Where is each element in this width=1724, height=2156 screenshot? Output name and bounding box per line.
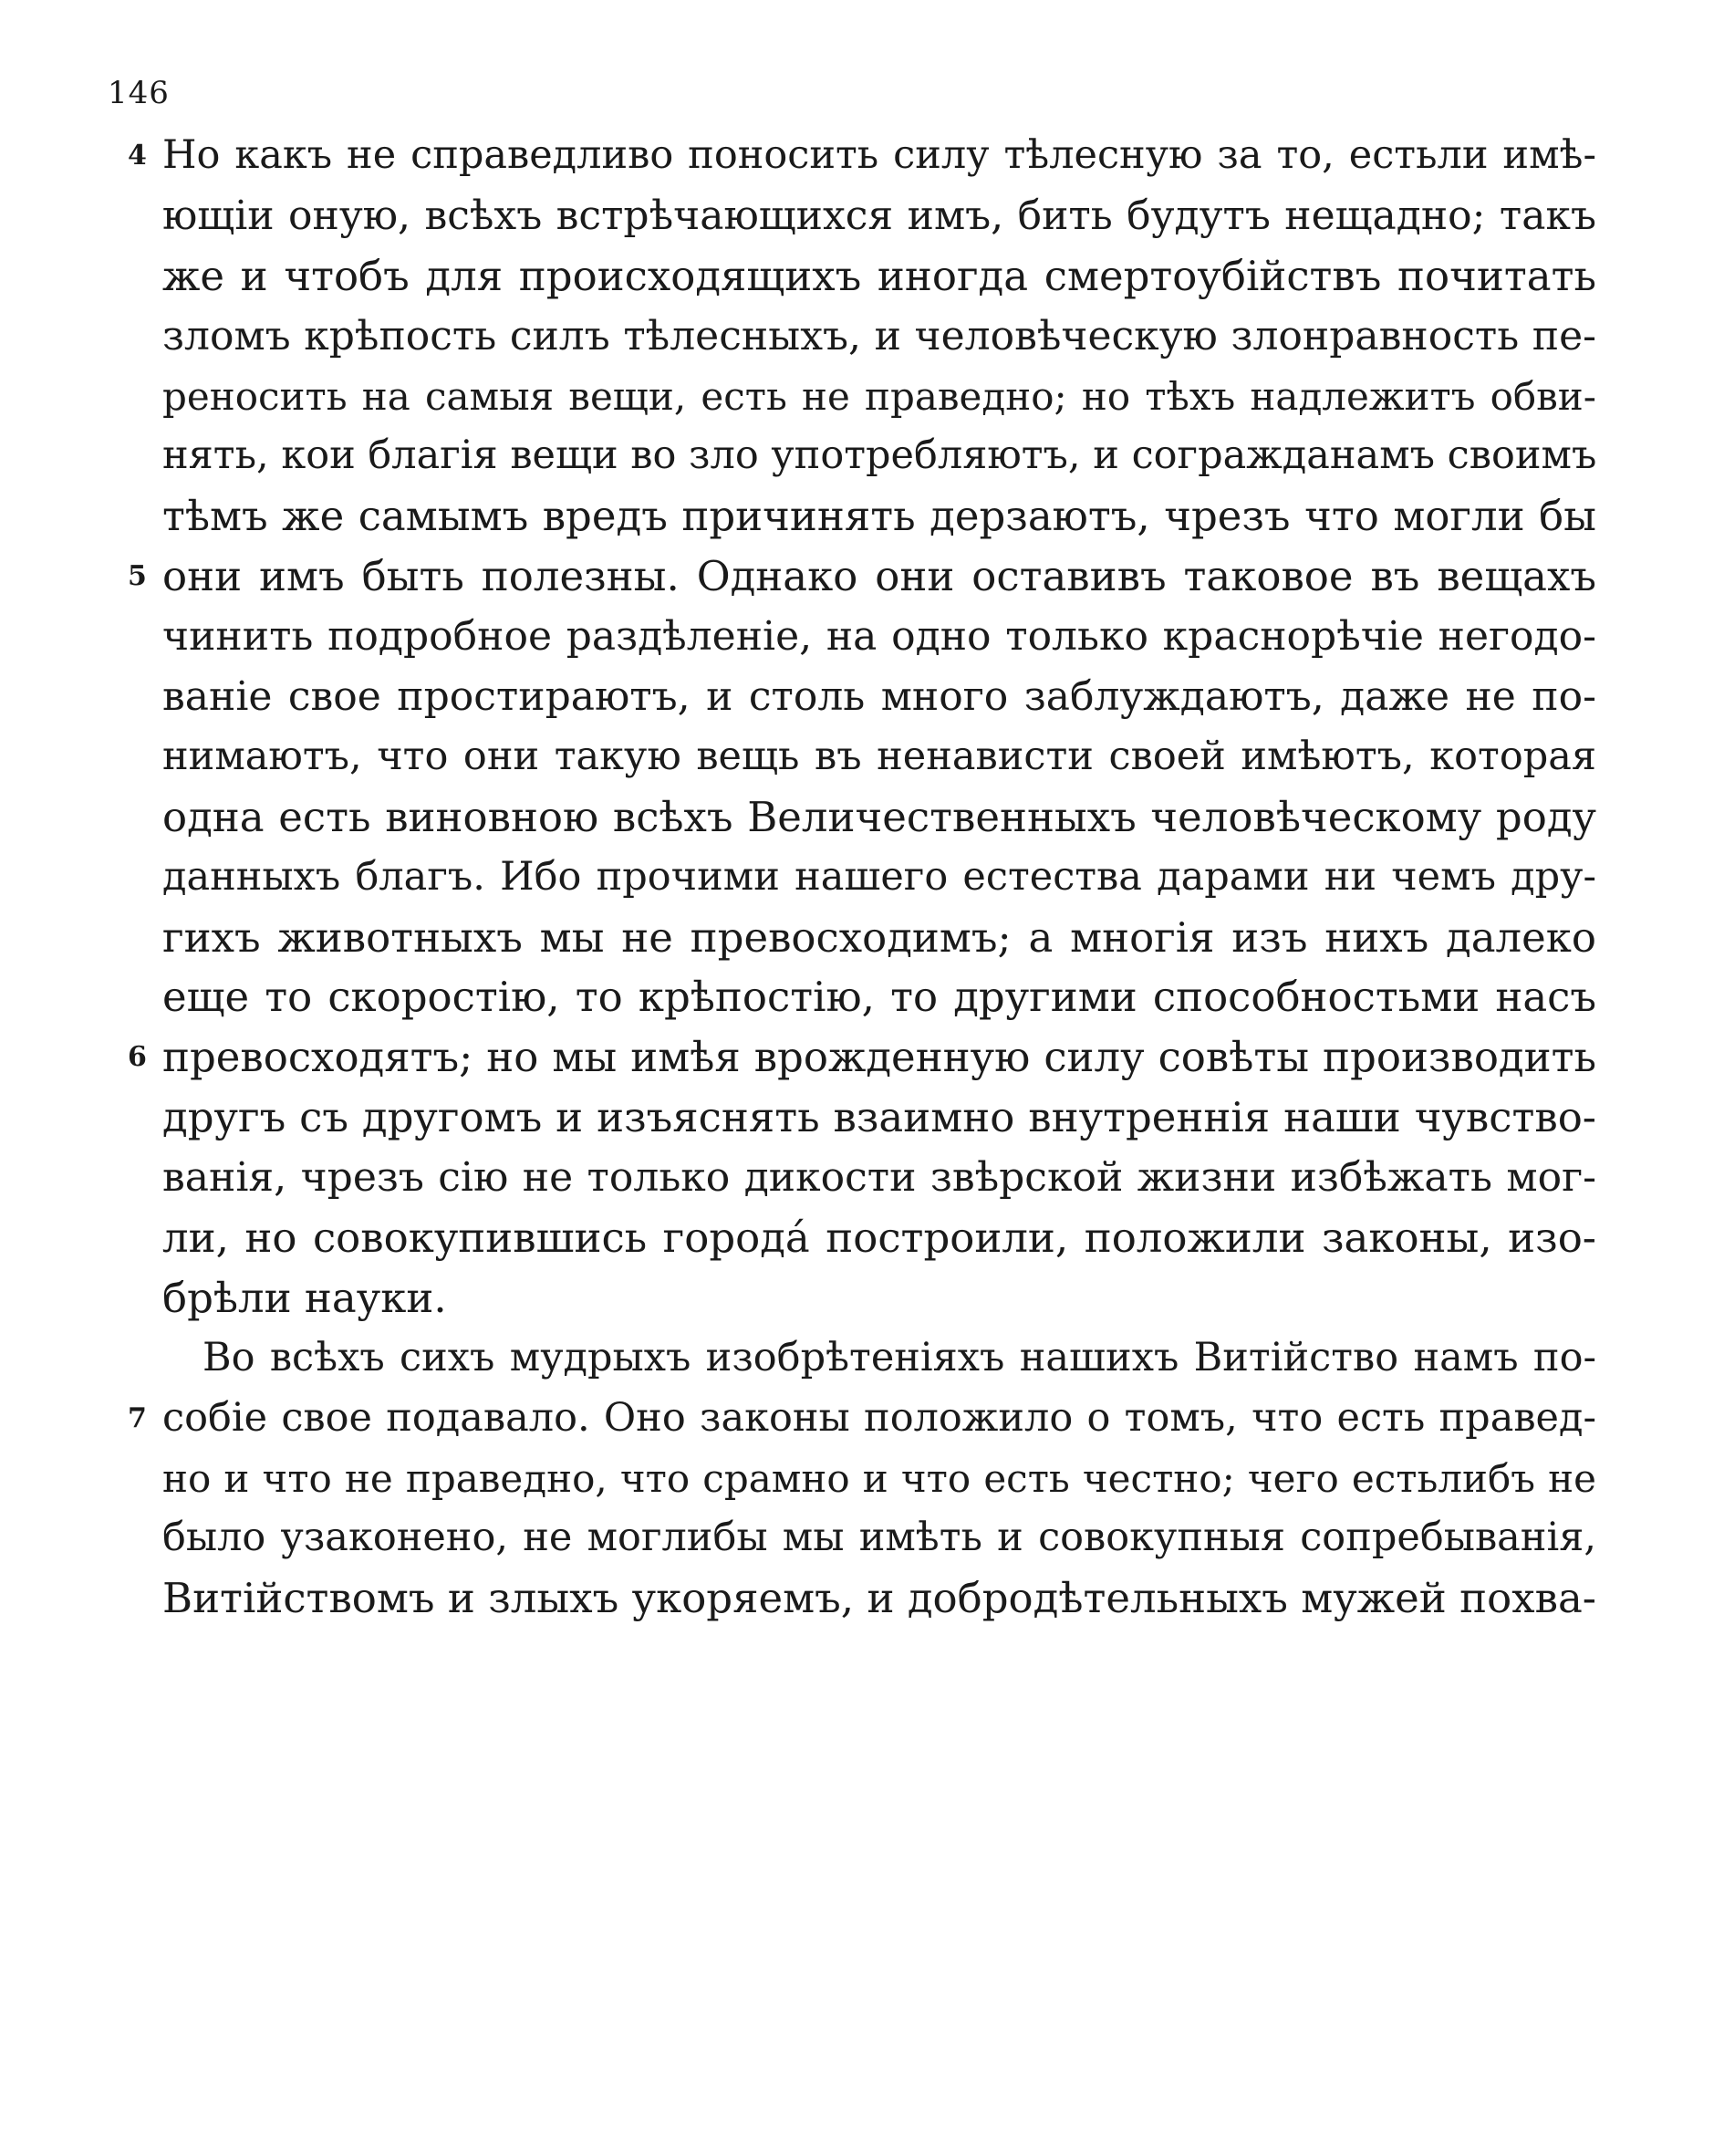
text-line: [0, 126, 1724, 186]
line-text: чинить подробное раздѣленіе, на одно только краснорѣчіе негодо-: [162, 613, 1596, 661]
line-text: еще то скоростію, то крѣпостію, то другими способностьми насъ: [162, 973, 1596, 1022]
line-text: нять, кои благія вещи во зло употребляютъ, и согражданамъ своимъ: [162, 432, 1596, 479]
line-text: гихъ животныхъ мы не превосходимъ; а многія изъ нихъ далеко: [162, 912, 1596, 962]
section-marker: 5: [128, 560, 147, 593]
text-line: [0, 547, 1724, 607]
section-marker: 7: [128, 1401, 147, 1434]
page-number: 146: [108, 75, 170, 111]
text-line: [0, 1328, 1724, 1389]
body-text: [0, 126, 1724, 1629]
line-text: брѣли науки.: [162, 1273, 447, 1322]
text-line: [0, 486, 1724, 547]
line-text: но и что не праведно, что срамно и что есть честно; чего естьлибъ не: [162, 1455, 1596, 1501]
text-line: [0, 967, 1724, 1027]
text-line: [0, 1268, 1724, 1328]
line-text: ваніе свое простираютъ, и столь много заблуждаютъ, даже не по-: [162, 673, 1596, 721]
line-text: собіе свое подавало. Оно законы положило о томъ, что есть правед-: [162, 1394, 1596, 1441]
text-line: [0, 186, 1724, 246]
line-text: они имъ быть полезны. Однако они оставивъ таковое въ вещахъ: [162, 552, 1596, 601]
line-text: Витійствомъ и злыхъ укоряемъ, и добродѣтельныхъ мужей похва-: [162, 1574, 1596, 1623]
text-line: [0, 1088, 1724, 1148]
section-marker: 4: [128, 140, 147, 172]
text-line: [0, 307, 1724, 367]
line-text: было узаконено, не моглибы мы имѣть и совокупныя сопребыванія,: [162, 1515, 1596, 1561]
line-text: данныхъ благъ. Ибо прочими нашего естества дарами ни чемъ дру-: [162, 853, 1596, 900]
line-text: ющіи оную, всѣхъ встрѣчающихся имъ, бить будутъ нещадно; такъ: [162, 192, 1596, 239]
line-text: Но какъ не справедливо поносить силу тѣлесную за то, естьли имѣ-: [162, 132, 1596, 178]
text-line: [0, 367, 1724, 427]
text-line: [0, 908, 1724, 968]
text-line: [0, 1508, 1724, 1568]
line-text: же и чтобъ для происходящихъ иногда смертоубійствъ почитать: [162, 251, 1596, 300]
line-text: одна есть виновною всѣхъ Величественныхъ человѣческому роду: [162, 792, 1596, 841]
text-line: [0, 787, 1724, 848]
line-text: тѣмъ же самымъ вредъ причинять дерзаютъ, чрезъ что могли бы: [162, 492, 1596, 541]
line-text: Во всѣхъ сихъ мудрыхъ изобрѣтеніяхъ нашихъ Витійство намъ по-: [203, 1334, 1596, 1380]
text-line: [0, 1208, 1724, 1268]
text-line: [0, 426, 1724, 486]
text-line: [0, 1389, 1724, 1449]
line-text: реносить на самыя вещи, есть не праведно; но тѣхъ надлежитъ обви-: [162, 373, 1596, 419]
text-line: [0, 1027, 1724, 1088]
text-line: [0, 246, 1724, 307]
text-line: [0, 607, 1724, 667]
text-line: [0, 727, 1724, 787]
line-text: другъ съ другомъ и изъяснять взаимно внутреннія наши чувство-: [162, 1093, 1596, 1142]
line-text: зломъ крѣпость силъ тѣлесныхъ, и человѣческую злонравность пе-: [162, 312, 1596, 359]
text-line: [0, 1568, 1724, 1629]
text-line: [0, 1449, 1724, 1509]
section-marker: 6: [128, 1041, 147, 1074]
text-line: [0, 1148, 1724, 1208]
line-text: превосходятъ; но мы имѣя врожденную силу совѣты производить: [162, 1033, 1596, 1082]
line-text: ванія, чрезъ сію не только дикости звѣрской жизни избѣжать мог-: [162, 1154, 1596, 1202]
line-text: ли, но совокупившись городá построили, положили законы, изо-: [162, 1213, 1596, 1263]
text-line: [0, 848, 1724, 908]
line-text: нимаютъ, что они такую вещь въ ненависти своей имѣютъ, которая: [162, 733, 1596, 779]
text-line: [0, 667, 1724, 727]
